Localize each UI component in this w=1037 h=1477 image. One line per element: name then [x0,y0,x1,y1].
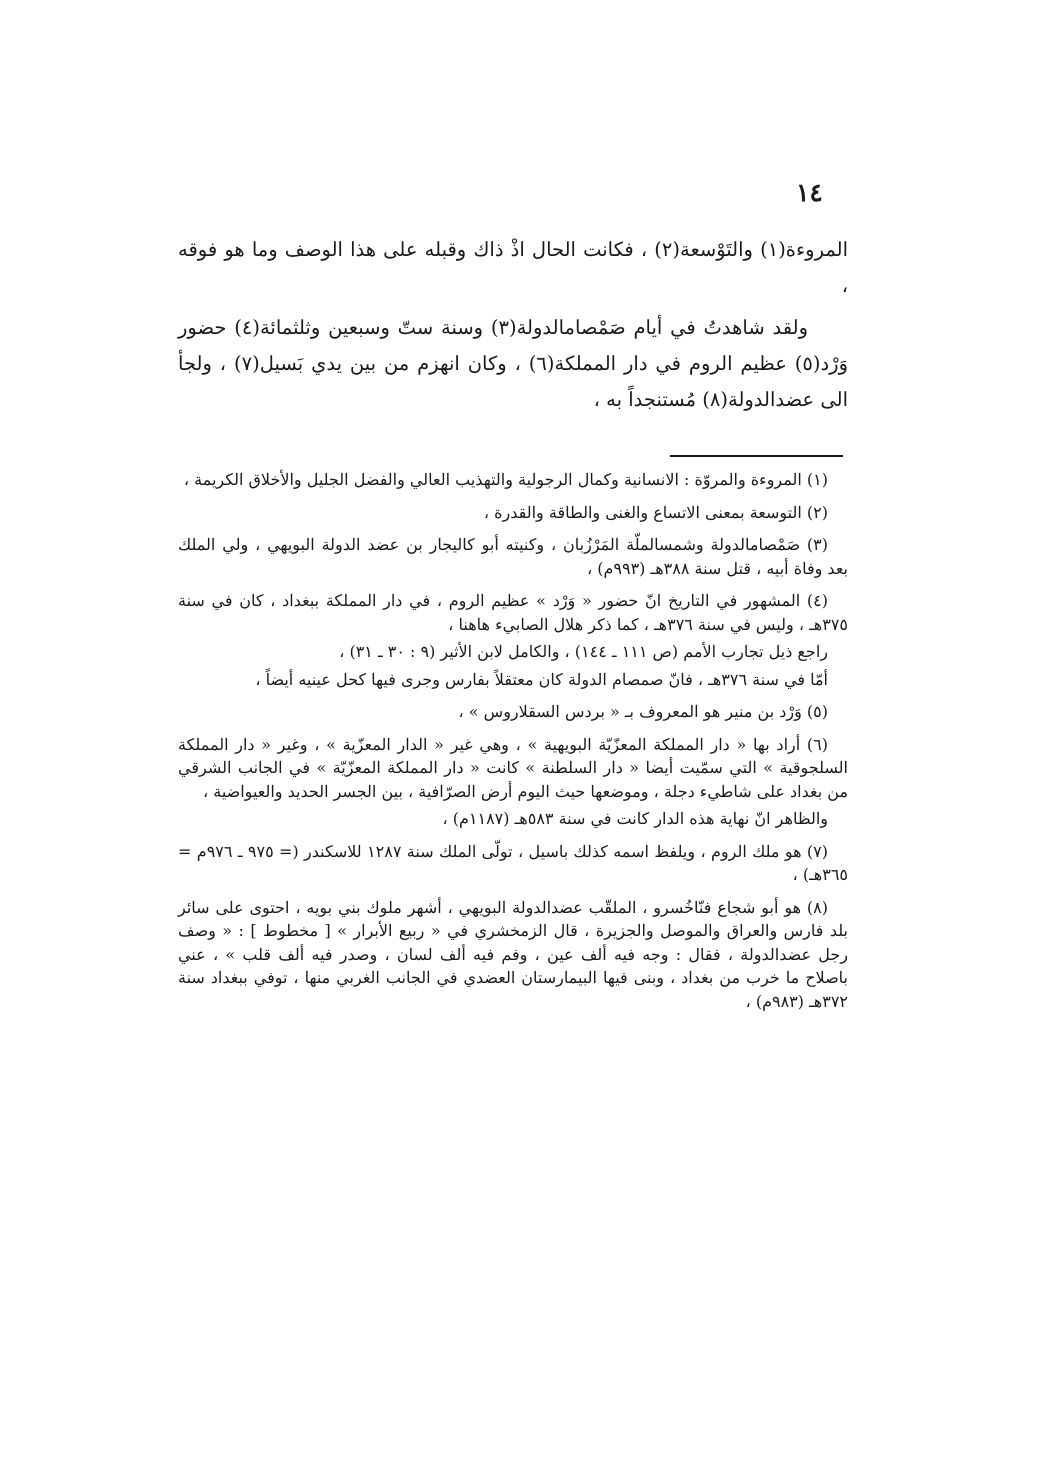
footnote-8: (٨) هو أبو شجاع فنّاخُسرو ، الملقّب عضدالدولة البويهي ، أشهر ملوك بني بويه ، احتوى على سائر بلد فارس والعراق والموصل والجزيرة ، قال الزمخشري في « ربيع الأبرار » [ مخطوط ] : « وصف رجل عضدالدولة ، فقال : وجه فيه ألف عين ، وفم فيه ألف لسان ، وصدر فيه ألف قلب » ، عني باصلاح ما خرب من بغداد ، وبنى فيها البيمارستان العضدي في الجانب الغربي منها ، توفي ببغداد سنة ٣٧٢هـ (٩٨٣م) ، [178,897,848,1011]
footnote-4-continued: راجع ذيل تجارب الأمم (ص ١١١ ـ ١٤٤) ، والكامل لابن الأثير (٩ : ٣٠ ـ ٣١) ، [339,642,828,661]
footnote-2: (٢) التوسعة بمعنى الاتساع والغنى والطاقة والقدرة ، [483,502,828,522]
body-paragraph-2: ولقد شاهدتُ في أيام صَمْصامالدولة(٣) وسنة ستّ وسبعين وثلثمائة(٤) حضور وَرْد(٥) عظيم الروم في دار المملكة(٦) ، وكان انهزم من بين يدي بَسيل(٧) ، ولجأ الى عضدالدولة(٨) مُستنجداً به ، [178,316,849,411]
footnote-5: (٥) وَرْد بن منير هو المعروف بـ « بردس السقلاروس » ، [458,702,828,721]
footnote-3: (٣) صَمْصامالدولة وشمسالملّة المَرْزُبان ، وكنيته أبو كاليجار بن عضد الدولة البويهي ، ولي الملك بعد وفاة أبيه ، قتل سنة ٣٨٨هـ (٩٩٣م) ، [178,535,848,578]
footnote-4-continued: أمّا في سنة ٣٧٦هـ ، فانّ صمصام الدولة كان معتقلاً بفارس وجرى فيها كحل عينيه أيضاً ، [255,669,828,689]
footnote-1: (١) المروءة والمروّة : الانسانية وكمال الرجولية والتهذيب العالي والفضل الجليل والأخلاق الكريمة ، [183,470,828,489]
footnote-7: (٧) هو ملك الروم ، ويلفظ اسمه كذلك باسيل ، تولّى الملك سنة ١٢٨٧ للاسكندر (= ٩٧٥ ـ ٩٧٦م = ٣٦٥هـ) ، [178,841,848,884]
footnote-6-continued: والظاهر انّ نهاية هذه الدار كانت في سنة ٥٨٣هـ (١١٨٧م) ، [442,809,828,828]
page-number: ١٤ [796,178,823,207]
footnote-separator [670,455,843,457]
body-paragraph-1: المروءة(١) والتَوْسعة(٢) ، فكانت الحال اذْ ذاك وقبله على هذا الوصف وما هو فوقه ، [178,238,848,297]
footnote-6: (٦) أراد بها « دار المملكة المعزّيّة البويهية » ، وهي غير « الدار المعزّية » ، وغير « دار المملكة السلجوقية » التي سمّيت أيضا « دار السلطنة » كانت « دار المملكة المعزّيّة » في الجانب الشرقي من بغداد على شاطيء دجلة ، وموضعها حيث اليوم أرض الصرّافية ، بين الجسر الحديد والعيواضية ، [178,734,848,801]
footnote-4: (٤) المشهور في التاريخ انّ حضور « وَرْد » عظيم الروم ، في دار المملكة ببغداد ، كان في سنة ٣٧٥هـ ، وليس في سنة ٣٧٦هـ ، كما ذكر هلال الصابيء هاهنا ، [178,591,848,634]
main-text [178,232,848,418]
footnotes [178,468,848,1022]
